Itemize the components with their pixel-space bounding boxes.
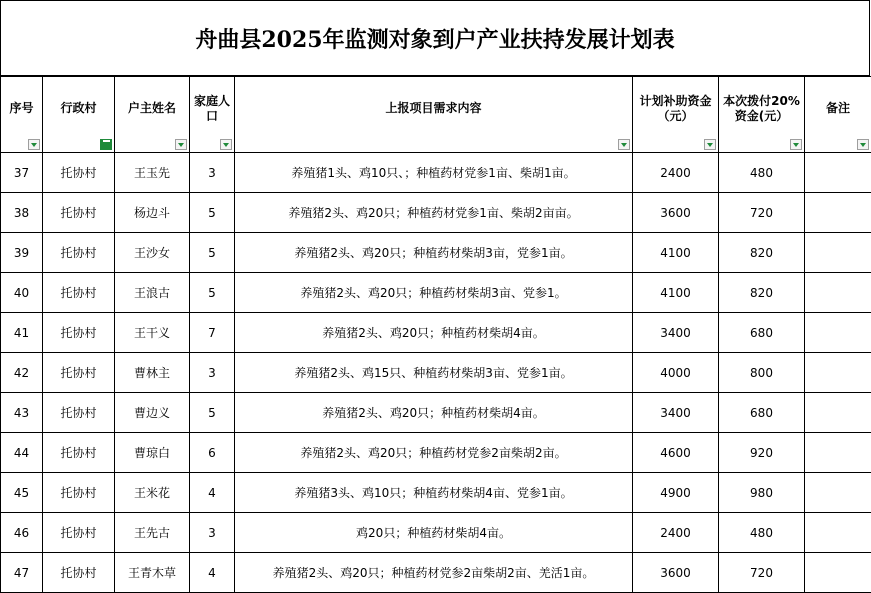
header-planned: 计划补助资金（元） [633,77,719,153]
cell-paid[interactable]: 800 [719,353,805,393]
cell-paid[interactable]: 720 [719,193,805,233]
cell-note[interactable] [805,153,871,193]
cell-seq[interactable]: 39 [1,233,43,273]
header-project: 上报项目需求内容 [235,77,633,153]
cell-paid[interactable]: 680 [719,393,805,433]
filter-dropdown-icon[interactable] [618,139,630,150]
cell-village[interactable]: 托协村 [43,193,115,233]
cell-planned[interactable]: 4100 [633,273,719,313]
cell-village[interactable]: 托协村 [43,473,115,513]
cell-name[interactable]: 王干义 [115,313,190,353]
cell-planned[interactable]: 2400 [633,153,719,193]
filter-active-icon[interactable] [100,139,112,150]
cell-project[interactable]: 养殖猪2头、鸡20只；种植药材党参2亩柴胡2亩。 [235,433,633,473]
cell-family[interactable]: 5 [190,393,235,433]
cell-family[interactable]: 5 [190,193,235,233]
cell-paid[interactable]: 820 [719,273,805,313]
cell-note[interactable] [805,313,871,353]
cell-family[interactable]: 4 [190,473,235,513]
cell-note[interactable] [805,473,871,513]
cell-village[interactable]: 托协村 [43,393,115,433]
cell-family[interactable]: 5 [190,233,235,273]
cell-paid[interactable]: 720 [719,553,805,593]
cell-note[interactable] [805,193,871,233]
cell-name[interactable]: 王浪古 [115,273,190,313]
cell-project[interactable]: 养殖猪2头、鸡20只；种植药材柴胡3亩、党参1。 [235,273,633,313]
cell-name[interactable]: 王沙女 [115,233,190,273]
cell-note[interactable] [805,393,871,433]
cell-name[interactable]: 王青木草 [115,553,190,593]
cell-family[interactable]: 5 [190,273,235,313]
cell-village[interactable]: 托协村 [43,233,115,273]
cell-name[interactable]: 王玉先 [115,153,190,193]
cell-paid[interactable]: 480 [719,153,805,193]
cell-paid[interactable]: 920 [719,433,805,473]
cell-family[interactable]: 6 [190,433,235,473]
cell-seq[interactable]: 46 [1,513,43,553]
table-row[interactable] [1,433,871,473]
table-row[interactable] [1,193,871,233]
cell-family[interactable]: 4 [190,553,235,593]
table-row[interactable] [1,513,871,553]
filter-dropdown-icon[interactable] [704,139,716,150]
cell-village[interactable]: 托协村 [43,313,115,353]
cell-project[interactable]: 养殖猪2头、鸡20只；种植药材党参1亩、柴胡2亩亩。 [235,193,633,233]
cell-paid[interactable]: 480 [719,513,805,553]
cell-project[interactable]: 养殖猪2头、鸡20只；种植药材党参2亩柴胡2亩、羌活1亩。 [235,553,633,593]
cell-village[interactable]: 托协村 [43,273,115,313]
table-row[interactable] [1,233,871,273]
cell-seq[interactable]: 37 [1,153,43,193]
cell-paid[interactable]: 680 [719,313,805,353]
cell-name[interactable]: 曹边义 [115,393,190,433]
cell-planned[interactable]: 2400 [633,513,719,553]
filter-dropdown-icon[interactable] [790,139,802,150]
cell-name[interactable]: 曹琼白 [115,433,190,473]
cell-note[interactable] [805,273,871,313]
cell-planned[interactable]: 4100 [633,233,719,273]
cell-note[interactable] [805,553,871,593]
cell-planned[interactable]: 3400 [633,393,719,433]
cell-project[interactable]: 养殖猪3头、鸡10只；种植药材柴胡4亩、党参1亩。 [235,473,633,513]
cell-village[interactable]: 托协村 [43,433,115,473]
filter-dropdown-icon[interactable] [857,139,869,150]
cell-planned[interactable]: 4900 [633,473,719,513]
cell-name[interactable]: 王米花 [115,473,190,513]
filter-dropdown-icon[interactable] [220,139,232,150]
cell-seq[interactable]: 47 [1,553,43,593]
table-row[interactable] [1,313,871,353]
cell-note[interactable] [805,513,871,553]
cell-project[interactable]: 养殖猪2头、鸡20只；种植药材柴胡4亩。 [235,313,633,353]
table-row[interactable] [1,553,871,593]
cell-family[interactable]: 3 [190,513,235,553]
header-note: 备注 [805,77,871,153]
cell-seq[interactable]: 41 [1,313,43,353]
data-table [0,76,871,593]
header-seq: 序号 [1,77,43,153]
cell-village[interactable]: 托协村 [43,553,115,593]
cell-seq[interactable]: 40 [1,273,43,313]
cell-planned[interactable]: 4000 [633,353,719,393]
cell-planned[interactable]: 4600 [633,433,719,473]
cell-note[interactable] [805,353,871,393]
cell-note[interactable] [805,233,871,273]
cell-project[interactable]: 养殖猪2头、鸡15只、种植药材柴胡3亩、党参1亩。 [235,353,633,393]
header-name: 户主姓名 [115,77,190,153]
cell-note[interactable] [805,433,871,473]
header-paid: 本次拨付20%资金(元） [719,77,805,153]
cell-name[interactable]: 杨边斗 [115,193,190,233]
filter-dropdown-icon[interactable] [175,139,187,150]
cell-village[interactable]: 托协村 [43,153,115,193]
cell-paid[interactable]: 820 [719,233,805,273]
cell-family[interactable]: 7 [190,313,235,353]
cell-seq[interactable]: 45 [1,473,43,513]
header-village: 行政村 [43,77,115,153]
cell-seq[interactable]: 44 [1,433,43,473]
table-row[interactable] [1,153,871,193]
cell-village[interactable]: 托协村 [43,513,115,553]
cell-name[interactable]: 王先古 [115,513,190,553]
table-row[interactable] [1,393,871,433]
cell-project[interactable]: 鸡20只；种植药材柴胡4亩。 [235,513,633,553]
cell-village[interactable]: 托协村 [43,353,115,393]
cell-family[interactable]: 3 [190,353,235,393]
table-row[interactable] [1,473,871,513]
cell-planned[interactable]: 3600 [633,193,719,233]
cell-planned[interactable]: 3600 [633,553,719,593]
cell-project[interactable]: 养殖猪2头、鸡20只；种植药材柴胡3亩，党参1亩。 [235,233,633,273]
header-row [1,77,871,153]
table-row[interactable] [1,353,871,393]
sheet-title: 舟曲县2025年监测对象到户产业扶持发展计划表 [0,0,870,76]
cell-seq[interactable]: 43 [1,393,43,433]
cell-project[interactable]: 养殖猪1头、鸡10只、；种植药材党参1亩、柴胡1亩。 [235,153,633,193]
header-family: 家庭人口 [190,77,235,153]
cell-family[interactable]: 3 [190,153,235,193]
cell-planned[interactable]: 3400 [633,313,719,353]
cell-name[interactable]: 曹林主 [115,353,190,393]
filter-dropdown-icon[interactable] [28,139,40,150]
cell-paid[interactable]: 980 [719,473,805,513]
cell-project[interactable]: 养殖猪2头、鸡20只；种植药材柴胡4亩。 [235,393,633,433]
cell-seq[interactable]: 42 [1,353,43,393]
table-row[interactable] [1,273,871,313]
cell-seq[interactable]: 38 [1,193,43,233]
